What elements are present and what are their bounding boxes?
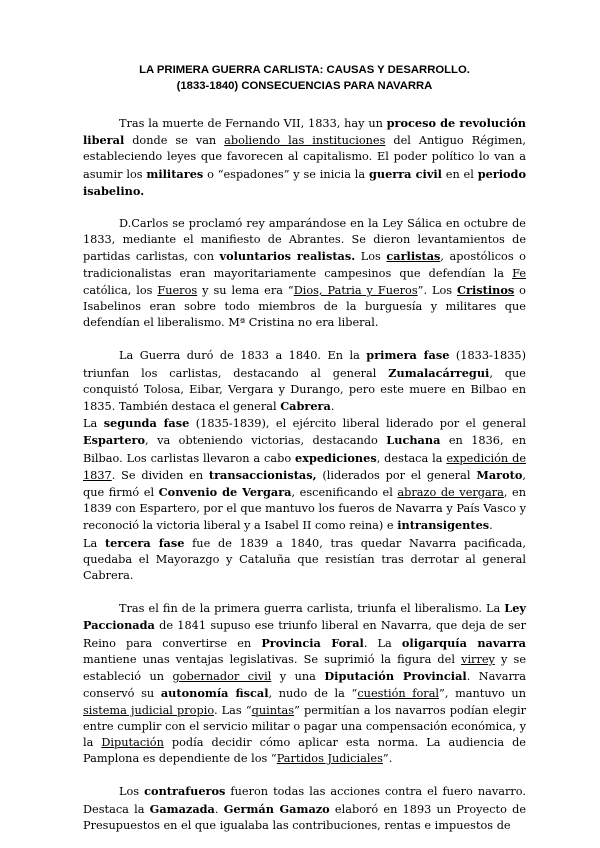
emphasized-text: tercera fase: [104, 535, 185, 550]
emphasized-text: Cristinos: [457, 282, 515, 297]
text-run: , nudo de la “: [268, 687, 358, 701]
text-run: y una: [271, 670, 325, 684]
paragraph-1: [83, 115, 526, 200]
text-run: Los: [355, 250, 387, 264]
text-run: , destaca la: [376, 451, 447, 465]
text-run: , que firmó el: [83, 468, 526, 500]
text-run: mantiene unas ventajas legislativas. Se suprimió la figura del: [83, 652, 462, 666]
emphasized-text: Partidos Judiciales: [276, 752, 383, 766]
text-run: fueron todas las acciones contra el fuero navarro. Destaca la: [83, 785, 526, 816]
text-run: y su lema era “: [197, 283, 294, 297]
document-title: [83, 62, 526, 94]
text-run: elaboró en 1893 un Proyecto de Presupuestos en el que igualaba las contribuciones, rentas e impuestos de: [83, 802, 526, 832]
emphasized-text: sistema judicial propio: [83, 703, 214, 717]
emphasized-text: Diputación Provincial: [324, 669, 467, 684]
text-run: fue de 1839 a 1840, tras quedar Navarra pacificada, quedaba el Mayorazgo y Cataluña que resistían tras derrotar al general Cabrera.: [83, 536, 527, 583]
text-run: podía decidir cómo aplicar esta norma. La audiencia de Pamplona es dependiente de los “: [83, 735, 526, 766]
emphasized-text: abrazo de vergara: [397, 486, 504, 500]
text-run: ” permitían a los navarros podían elegir entre cumplir con el servicio militar o pagar una compensación económica, y la: [83, 703, 526, 749]
text-run: .: [214, 802, 224, 816]
document-page: [83, 62, 526, 834]
paragraph-6: [83, 600, 526, 767]
text-run: . La: [363, 636, 402, 650]
paragraph-spacer: [83, 584, 526, 600]
emphasized-text: aboliendo las instituciones: [224, 134, 386, 148]
emphasized-text: voluntarios realistas.: [219, 249, 356, 264]
paragraph-spacer: [83, 200, 526, 216]
text-run: Tras el fin de la primera guerra carlista, triunfa el liberalismo. La: [119, 602, 505, 616]
paragraph-7: [83, 783, 526, 834]
emphasized-text: Gamazada: [149, 801, 215, 816]
text-run: ”, mantuvo un: [439, 687, 526, 701]
emphasized-text: Dios, Patria y Fueros: [293, 283, 418, 297]
emphasized-text: Provincia Foral: [261, 635, 364, 650]
emphasized-text: Ley Paccionada: [83, 601, 526, 633]
text-run: o Isabelinos eran sobre todo miembros de la burguesía y militares que defendían el liberalismo. Mª Cristina no era liberal.: [83, 283, 526, 330]
text-run: Tras la muerte de Fernando VII, 1833, hay un: [119, 117, 387, 130]
text-run: , que conquistó Tolosa, Eibar, Vergara y Durango, pero este muere en Bilbao en 1835. También destaca el general: [83, 366, 526, 414]
text-run: , va obteniendo victorias, destacando: [145, 434, 387, 448]
title-line-2: (1833-1840) CONSECUENCIAS PARA NAVARRA: [176, 80, 433, 92]
emphasized-text: Germán Gamazo: [223, 801, 330, 816]
text-run: donde se van: [124, 134, 225, 148]
text-run: .: [489, 519, 493, 533]
text-run: y se estableció un: [83, 652, 527, 684]
text-run: . Se dividen en: [111, 468, 209, 482]
emphasized-text: oligarquía navarra: [401, 635, 526, 650]
emphasized-text: militares: [146, 166, 204, 181]
emphasized-text: Diputación: [101, 735, 164, 749]
emphasized-text: Convenio de Vergara: [158, 485, 292, 500]
text-run: ”.: [382, 752, 393, 766]
text-run: , escenificando el: [291, 486, 398, 500]
emphasized-text: autonomía fiscal: [160, 686, 269, 701]
text-run: Los: [119, 785, 145, 799]
text-run: La: [83, 417, 104, 431]
text-run: (1835-1839), el ejército liberal liderado por el general: [189, 417, 526, 431]
emphasized-text: periodo isabelino.: [83, 166, 526, 198]
text-run: en 1836, en Bilbao. Los carlistas llevaron a cabo: [83, 434, 526, 465]
text-run: (1833-1835) triunfan los carlistas, destacando al general: [83, 349, 526, 380]
text-run: del Antiguo Régimen, estableciendo leyes que favorecen al capitalismo. El poder político lo van a asumir los: [83, 134, 526, 181]
paragraph-3: [83, 347, 526, 415]
paragraph-spacer: [83, 331, 526, 347]
text-run: católica, los: [83, 283, 158, 297]
emphasized-text: Fueros: [157, 283, 198, 297]
emphasized-text: contrafueros: [144, 784, 226, 799]
text-run: o “espadones” y se inicia la: [203, 167, 369, 181]
emphasized-text: virrey: [461, 652, 495, 666]
emphasized-text: quintas: [251, 703, 295, 717]
emphasized-text: Espartero: [83, 433, 146, 448]
emphasized-text: Luchana: [386, 433, 441, 448]
text-run: de 1841 supuso ese triunfo liberal en Navarra, que deja de ser Reino para convertirse en: [83, 619, 526, 650]
emphasized-text: Zumalacárregui: [388, 365, 490, 380]
paragraph-2: [83, 216, 526, 331]
text-run: La: [83, 536, 105, 550]
text-run: ”. Los: [417, 283, 458, 297]
text-run: .: [330, 400, 335, 414]
paragraph-5: [83, 535, 526, 585]
text-run: . Navarra conservó su: [83, 670, 527, 701]
emphasized-text: gobernador civil: [172, 670, 272, 684]
title-line-1: LA PRIMERA GUERRA CARLISTA: CAUSAS Y DESARROLLO.: [139, 64, 470, 76]
text-run: La Guerra duró de 1833 a 1840. En la: [119, 349, 367, 363]
emphasized-text: expediciones: [295, 450, 377, 465]
emphasized-text: Fe: [512, 266, 526, 280]
emphasized-text: intransigentes: [397, 518, 490, 533]
emphasized-text: Maroto: [476, 467, 523, 482]
text-run: . Las “: [213, 703, 252, 717]
emphasized-text: cuestión foral: [357, 687, 440, 701]
paragraph-4: [83, 415, 526, 534]
text-run: (liderados por el general: [316, 468, 477, 482]
emphasized-text: guerra civil: [368, 166, 442, 181]
text-run: en el: [441, 167, 478, 181]
emphasized-text: expedición de 1837: [83, 451, 527, 482]
emphasized-text: transaccionistas,: [208, 467, 317, 482]
text-run: , apostólicos o tradicionalistas eran mayoritariamente campesinos que defendían la: [83, 250, 526, 280]
emphasized-text: primera fase: [366, 348, 450, 363]
emphasized-text: segunda fase: [103, 416, 190, 431]
text-run: , en 1839 con Espartero, por el que mantuvo los fueros de Navarra y País Vasco y reconoció la victoria liberal y a Isabel II como reina) e: [83, 486, 527, 533]
paragraph-spacer: [83, 767, 526, 783]
emphasized-text: proceso de revolución liberal: [83, 116, 526, 148]
emphasized-text: Cabrera: [280, 399, 331, 414]
emphasized-text: carlistas: [386, 249, 441, 264]
text-run: D.Carlos se proclamó rey amparándose en la Ley Sálica en octubre de 1833, mediante el manifiesto de Abrantes. Se dieron levantamientos de partidas carlistas, con: [83, 217, 526, 264]
